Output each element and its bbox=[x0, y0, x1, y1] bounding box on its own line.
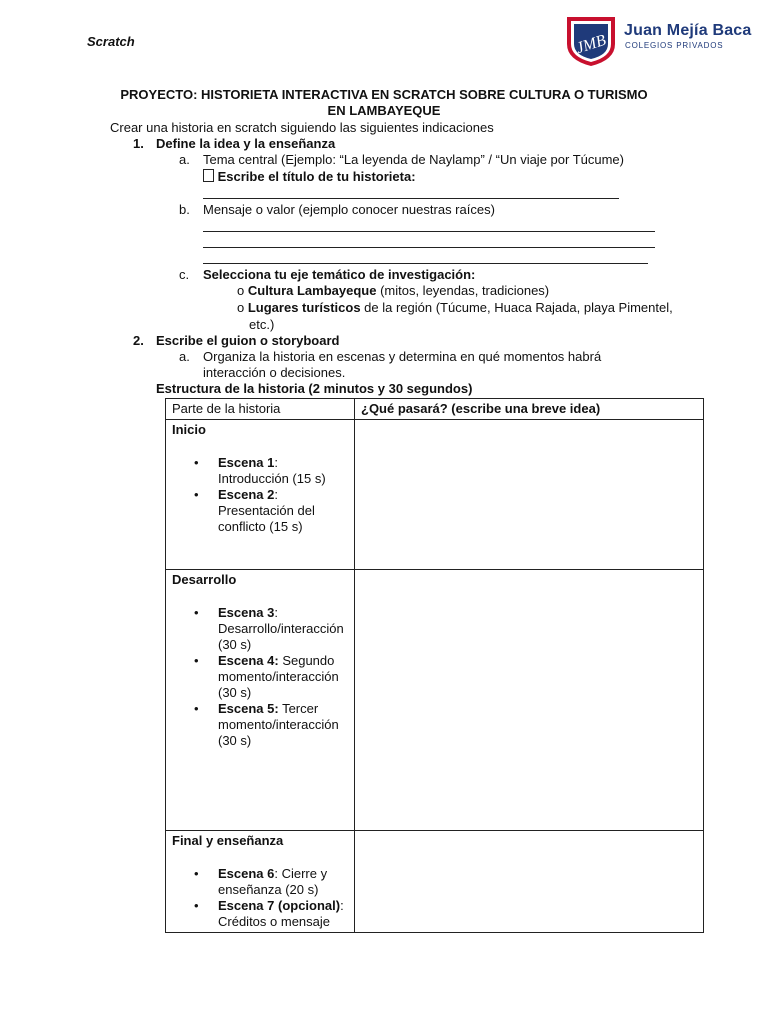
table-row bbox=[166, 420, 704, 570]
section2-a-line1: Organiza la historia en escenas y determina en qué momentos habrá bbox=[203, 349, 602, 364]
message-answer-line-2[interactable] bbox=[203, 247, 655, 248]
scene-label: Escena 4: bbox=[218, 653, 279, 668]
scene-label: Escena 2 bbox=[218, 487, 275, 502]
option-tourism[interactable] bbox=[237, 300, 673, 316]
item-a-letter: a. bbox=[179, 152, 190, 167]
item-b-text: Mensaje o valor (ejemplo conocer nuestras raíces) bbox=[203, 202, 495, 217]
scene-list bbox=[172, 605, 348, 749]
part-cell bbox=[166, 831, 355, 933]
scene-text: : Cierre y enseñanza (20 s) bbox=[218, 866, 328, 897]
option-tourism-detail: de la región (Túcume, Huaca Rajada, playa Pimentel, bbox=[360, 300, 673, 315]
table-row bbox=[166, 831, 704, 933]
scene-item bbox=[218, 605, 348, 653]
scene-text: : Créditos o mensaje bbox=[218, 898, 344, 929]
section2-a-line2: interacción o decisiones. bbox=[203, 365, 346, 380]
message-answer-line-1[interactable] bbox=[203, 231, 655, 232]
structure-title: Estructura de la historia (2 minutos y 30 segundos) bbox=[156, 381, 473, 396]
table-header-part: Parte de la historia bbox=[166, 399, 355, 420]
scene-text: : Presentación del conflicto (15 s) bbox=[218, 487, 315, 534]
option-culture[interactable] bbox=[237, 283, 549, 299]
option-tourism-label: Lugares turísticos bbox=[247, 300, 361, 315]
logo-subtitle: COLEGIOS PRIVADOS bbox=[625, 41, 724, 50]
scene-item bbox=[218, 898, 348, 930]
logo-school-name: Juan Mejía Baca bbox=[624, 22, 752, 39]
scene-text: : Desarrollo/interacción (30 s) bbox=[218, 605, 344, 652]
scene-text: : Introducción (15 s) bbox=[218, 455, 326, 486]
checkbox-icon bbox=[203, 169, 214, 182]
part-title: Desarrollo bbox=[172, 572, 237, 587]
part-cell bbox=[166, 570, 355, 831]
scene-item bbox=[218, 487, 348, 535]
part-cell bbox=[166, 420, 355, 570]
title-prompt bbox=[203, 169, 416, 185]
title-answer-line[interactable] bbox=[203, 198, 619, 199]
scene-text: Tercer momento/interacción (30 s) bbox=[218, 701, 339, 748]
item-a-text: Tema central (Ejemplo: “La leyenda de Naylamp” / “Un viaje por Túcume) bbox=[203, 152, 624, 167]
scene-label: Escena 1 bbox=[218, 455, 275, 470]
option-culture-detail: (mitos, leyendas, tradiciones) bbox=[376, 283, 550, 298]
scene-item bbox=[218, 455, 348, 487]
section2-a-letter: a. bbox=[179, 349, 190, 364]
section2-number: 2. bbox=[133, 333, 144, 348]
intro-text: Crear una historia en scratch siguiendo las siguientes indicaciones bbox=[110, 120, 494, 135]
option-marker: o bbox=[237, 300, 245, 315]
table-header-idea: ¿Qué pasará? (escribe una breve idea) bbox=[355, 399, 704, 420]
scene-label: Escena 5: bbox=[218, 701, 279, 716]
option-marker: o bbox=[237, 283, 245, 298]
idea-cell[interactable] bbox=[355, 420, 704, 570]
document-title: PROYECTO: HISTORIETA INTERACTIVA EN SCRATCH SOBRE CULTURA O TURISMO EN LAMBAYEQUE bbox=[120, 87, 648, 118]
idea-cell[interactable] bbox=[355, 831, 704, 933]
scene-item bbox=[218, 653, 348, 701]
section1-number: 1. bbox=[133, 136, 144, 151]
scene-label: Escena 3 bbox=[218, 605, 275, 620]
school-logo bbox=[563, 14, 752, 68]
message-answer-line-3[interactable] bbox=[203, 263, 648, 264]
item-c-letter: c. bbox=[179, 267, 190, 282]
scene-text: Segundo momento/interacción (30 s) bbox=[218, 653, 339, 700]
section1-heading: Define la idea y la enseñanza bbox=[156, 136, 336, 151]
title-prompt-text: Escribe el título de tu historieta: bbox=[214, 169, 416, 184]
item-c-text: Selecciona tu eje temático de investigación: bbox=[203, 267, 476, 282]
scene-label: Escena 7 (opcional) bbox=[218, 898, 341, 913]
option-culture-label: Cultura Lambayeque bbox=[247, 283, 377, 298]
item-b-letter: b. bbox=[179, 202, 190, 217]
part-title: Final y enseñanza bbox=[172, 833, 284, 848]
header-label: Scratch bbox=[87, 34, 135, 49]
table-header-row bbox=[166, 399, 704, 420]
scene-item bbox=[218, 701, 348, 749]
storyboard-table bbox=[165, 398, 704, 933]
table-row bbox=[166, 570, 704, 831]
scene-label: Escena 6 bbox=[218, 866, 275, 881]
section2-heading: Escribe el guion o storyboard bbox=[156, 333, 340, 348]
logo-badge-text: JMB bbox=[574, 31, 609, 58]
option-tourism-continuation: etc.) bbox=[249, 317, 275, 332]
scene-list bbox=[172, 866, 348, 930]
part-title: Inicio bbox=[172, 422, 206, 437]
scene-list bbox=[172, 455, 348, 535]
scene-item bbox=[218, 866, 348, 898]
shield-logo-icon bbox=[563, 14, 619, 68]
idea-cell[interactable] bbox=[355, 570, 704, 831]
